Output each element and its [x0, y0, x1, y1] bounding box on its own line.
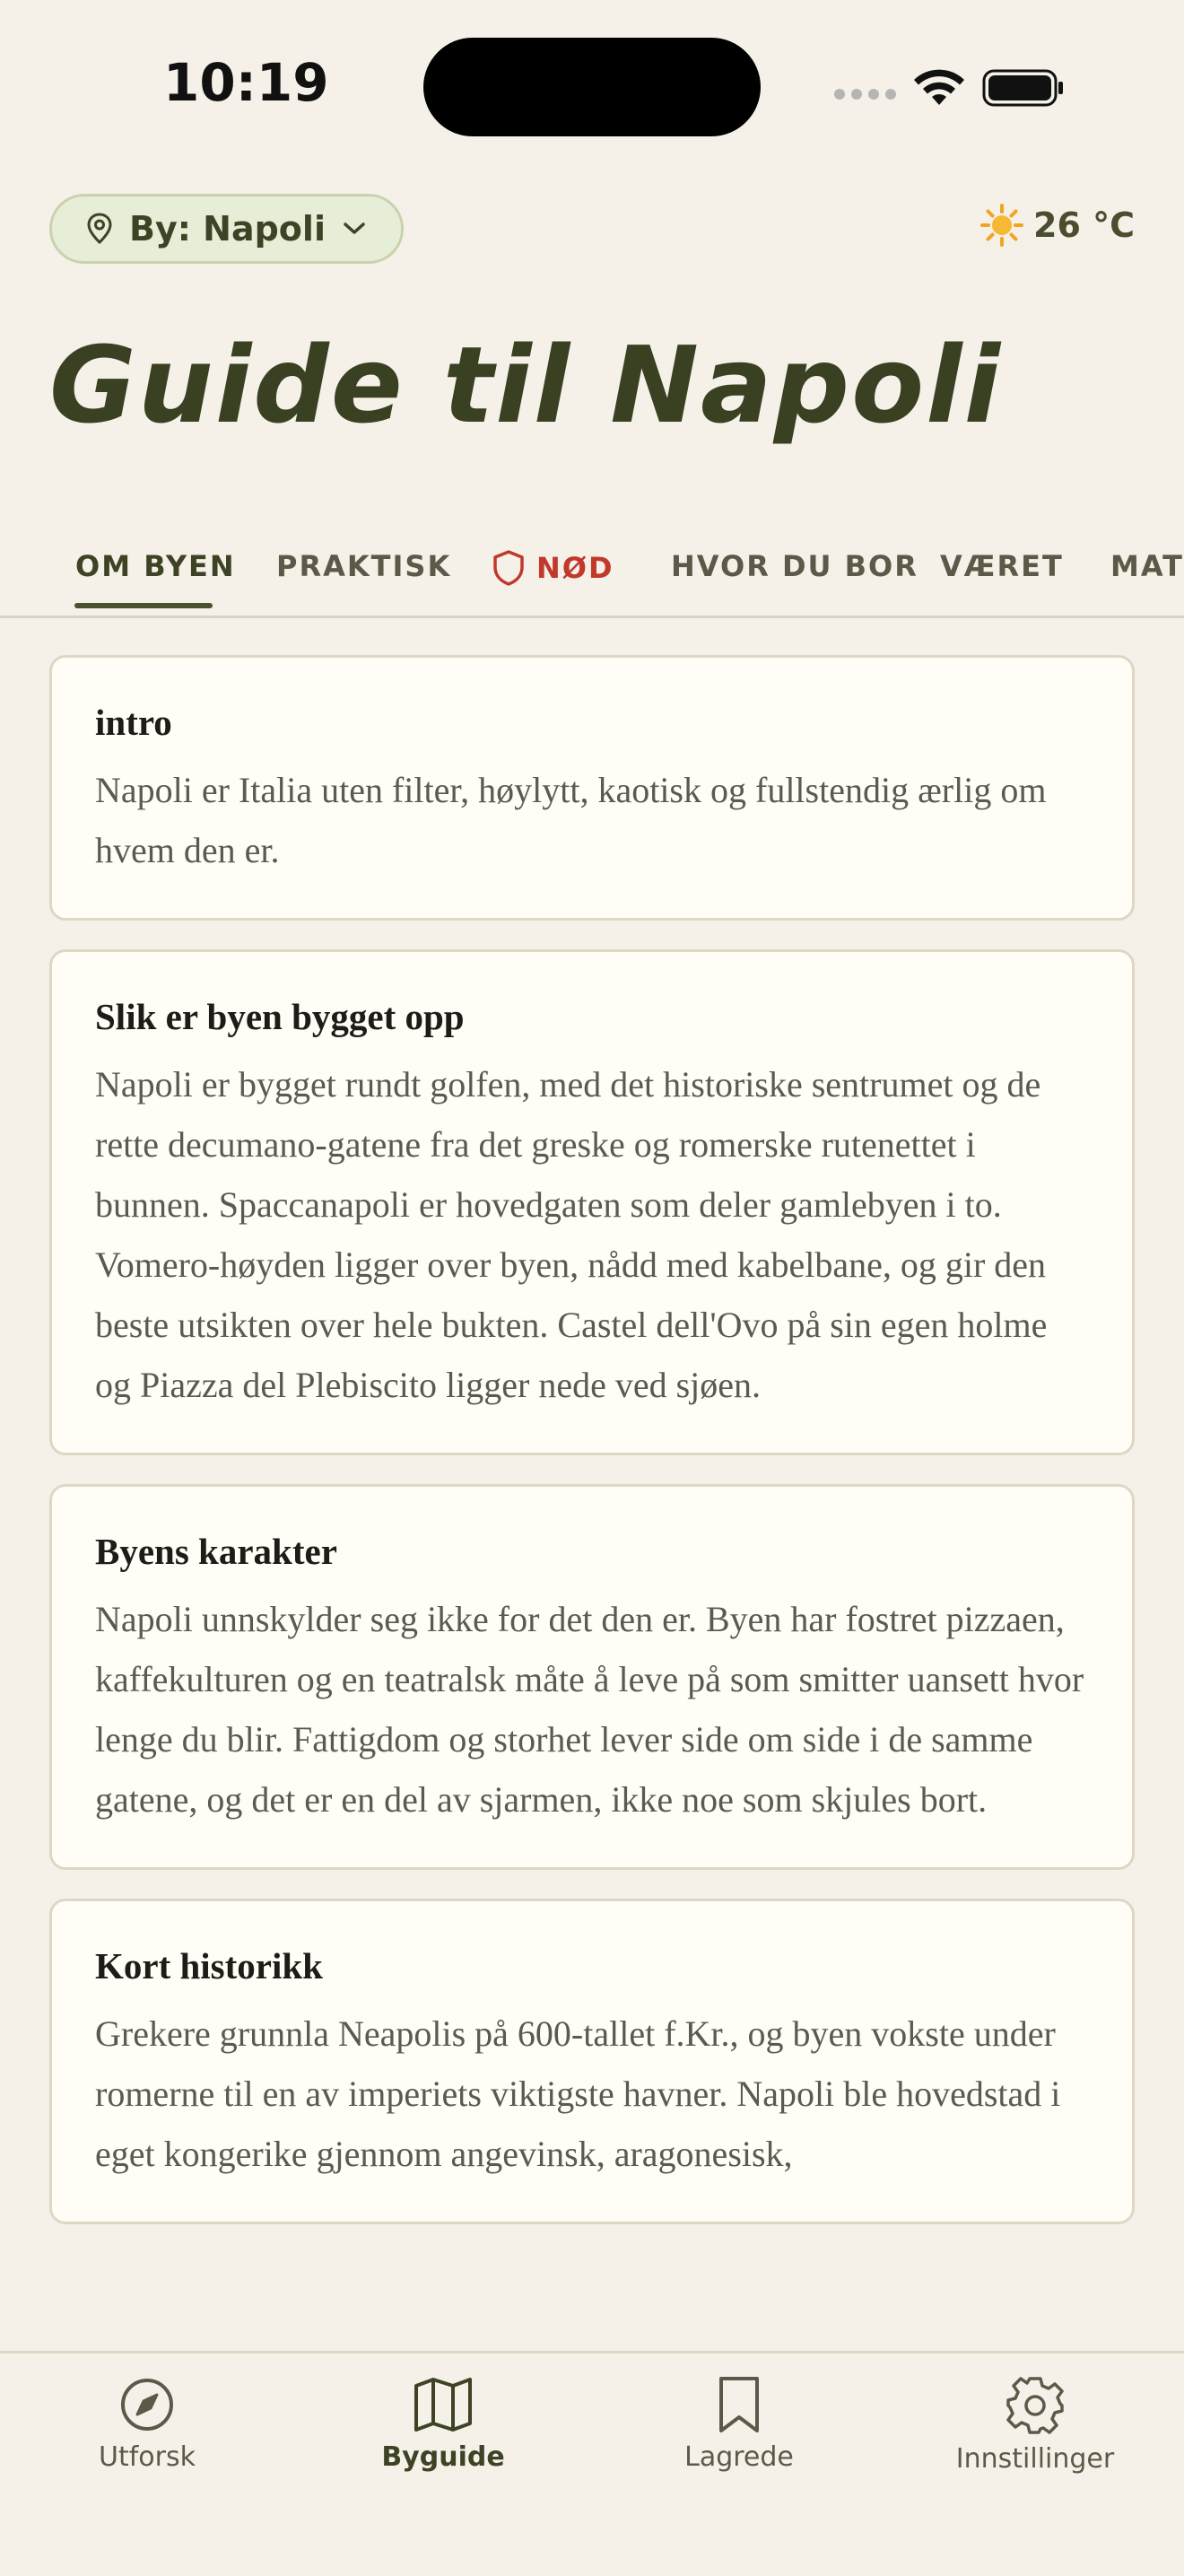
city-selector-button[interactable] [49, 194, 404, 264]
page-title: Guide til Napoli [49, 323, 1003, 447]
info-card-history [49, 1899, 1135, 2224]
nav-utforsk[interactable] [13, 2375, 282, 2473]
tab-mat[interactable] [1110, 549, 1184, 583]
tab-hvor-du-bor[interactable] [671, 549, 918, 583]
sun-icon [979, 203, 1024, 248]
nav-label: Byguide [381, 2441, 505, 2473]
cellular-signal-icon [834, 89, 896, 100]
dynamic-island [423, 38, 761, 136]
battery-icon [982, 67, 1065, 109]
card-title: Kort historikk [95, 1945, 323, 1987]
status-icons [834, 61, 1065, 115]
info-card-layout [49, 949, 1135, 1455]
tab-vaeret[interactable] [940, 549, 1064, 583]
info-card-character [49, 1484, 1135, 1870]
header-row [49, 194, 1135, 267]
card-title: intro [95, 702, 172, 743]
active-tab-indicator [74, 603, 213, 608]
status-time: 10:19 [163, 52, 329, 113]
gear-icon [1005, 2375, 1066, 2436]
section-tabs [0, 538, 1184, 618]
tab-om-byen[interactable] [75, 549, 236, 583]
location-pin-icon [86, 213, 113, 245]
card-title: Slik er byen bygget opp [95, 996, 465, 1037]
tab-label: OM BYEN [75, 549, 236, 583]
tab-nod[interactable] [492, 549, 614, 587]
status-bar [0, 0, 1184, 170]
card-body: Napoli unnskylder seg ikke for det den er. Byen har fostret pizzaen, kaffekulturen og en teatralsk måte å leve på som smitter uansett hvor lenge du blir. Fattigdom og storhet lever side om side i de samme gatene, og det er en del av sjarmen, ikke noe som skjules bort. [95, 1599, 1084, 1820]
temperature: 26 °C [1033, 205, 1135, 245]
tab-label: MAT [1110, 549, 1184, 583]
card-body: Grekere grunnla Neapolis på 600-tallet f.Kr., og byen vokste under romerne til en av imperiets viktigste havner. Napoli ble hovedstad i eget kongerike gjennom angevinsk, aragonesisk, [95, 2013, 1061, 2174]
city-chip-label: By: Napoli [129, 209, 326, 249]
tab-label: NØD [536, 551, 614, 585]
nav-label: Lagrede [684, 2441, 794, 2473]
card-body: Napoli er Italia uten filter, høylytt, kaotisk og fullstendig ærlig om hvem den er. [95, 770, 1047, 870]
nav-byguide[interactable] [309, 2375, 578, 2473]
nav-innstillinger[interactable] [901, 2375, 1170, 2475]
bookmark-icon [716, 2375, 762, 2434]
nav-lagrede[interactable] [605, 2375, 874, 2473]
chevron-down-icon [342, 220, 367, 238]
nav-label: Innstillinger [955, 2443, 1115, 2475]
content-scroll-area[interactable] [49, 655, 1135, 2351]
wifi-icon [912, 67, 966, 109]
weather-display [979, 203, 1135, 248]
map-icon [412, 2375, 474, 2434]
bottom-navigation [0, 2351, 1184, 2576]
info-card-intro [49, 655, 1135, 921]
card-body: Napoli er bygget rundt golfen, med det historiske sentrumet og de rette decumano-gatene fra det greske og romerske rutenettet i bunnen. Spaccanapoli er hovedgaten som deler gamlebyen i to. Vomero-høyden ligger over byen, nådd med kabelbane, og gir den beste utsikten over hele bukten. Castel dell'Ovo på sin egen holme og Piazza del Plebiscito ligger nede ved sjøen. [95, 1064, 1048, 1405]
compass-icon [118, 2375, 177, 2434]
tab-praktisk[interactable] [276, 549, 451, 583]
card-title: Byens karakter [95, 1531, 337, 1572]
tab-label: PRAKTISK [276, 549, 452, 583]
nav-label: Utforsk [99, 2441, 196, 2473]
shield-icon [492, 549, 526, 587]
tab-label: HVOR DU BOR [671, 549, 918, 583]
tab-label: VÆRET [940, 549, 1064, 583]
